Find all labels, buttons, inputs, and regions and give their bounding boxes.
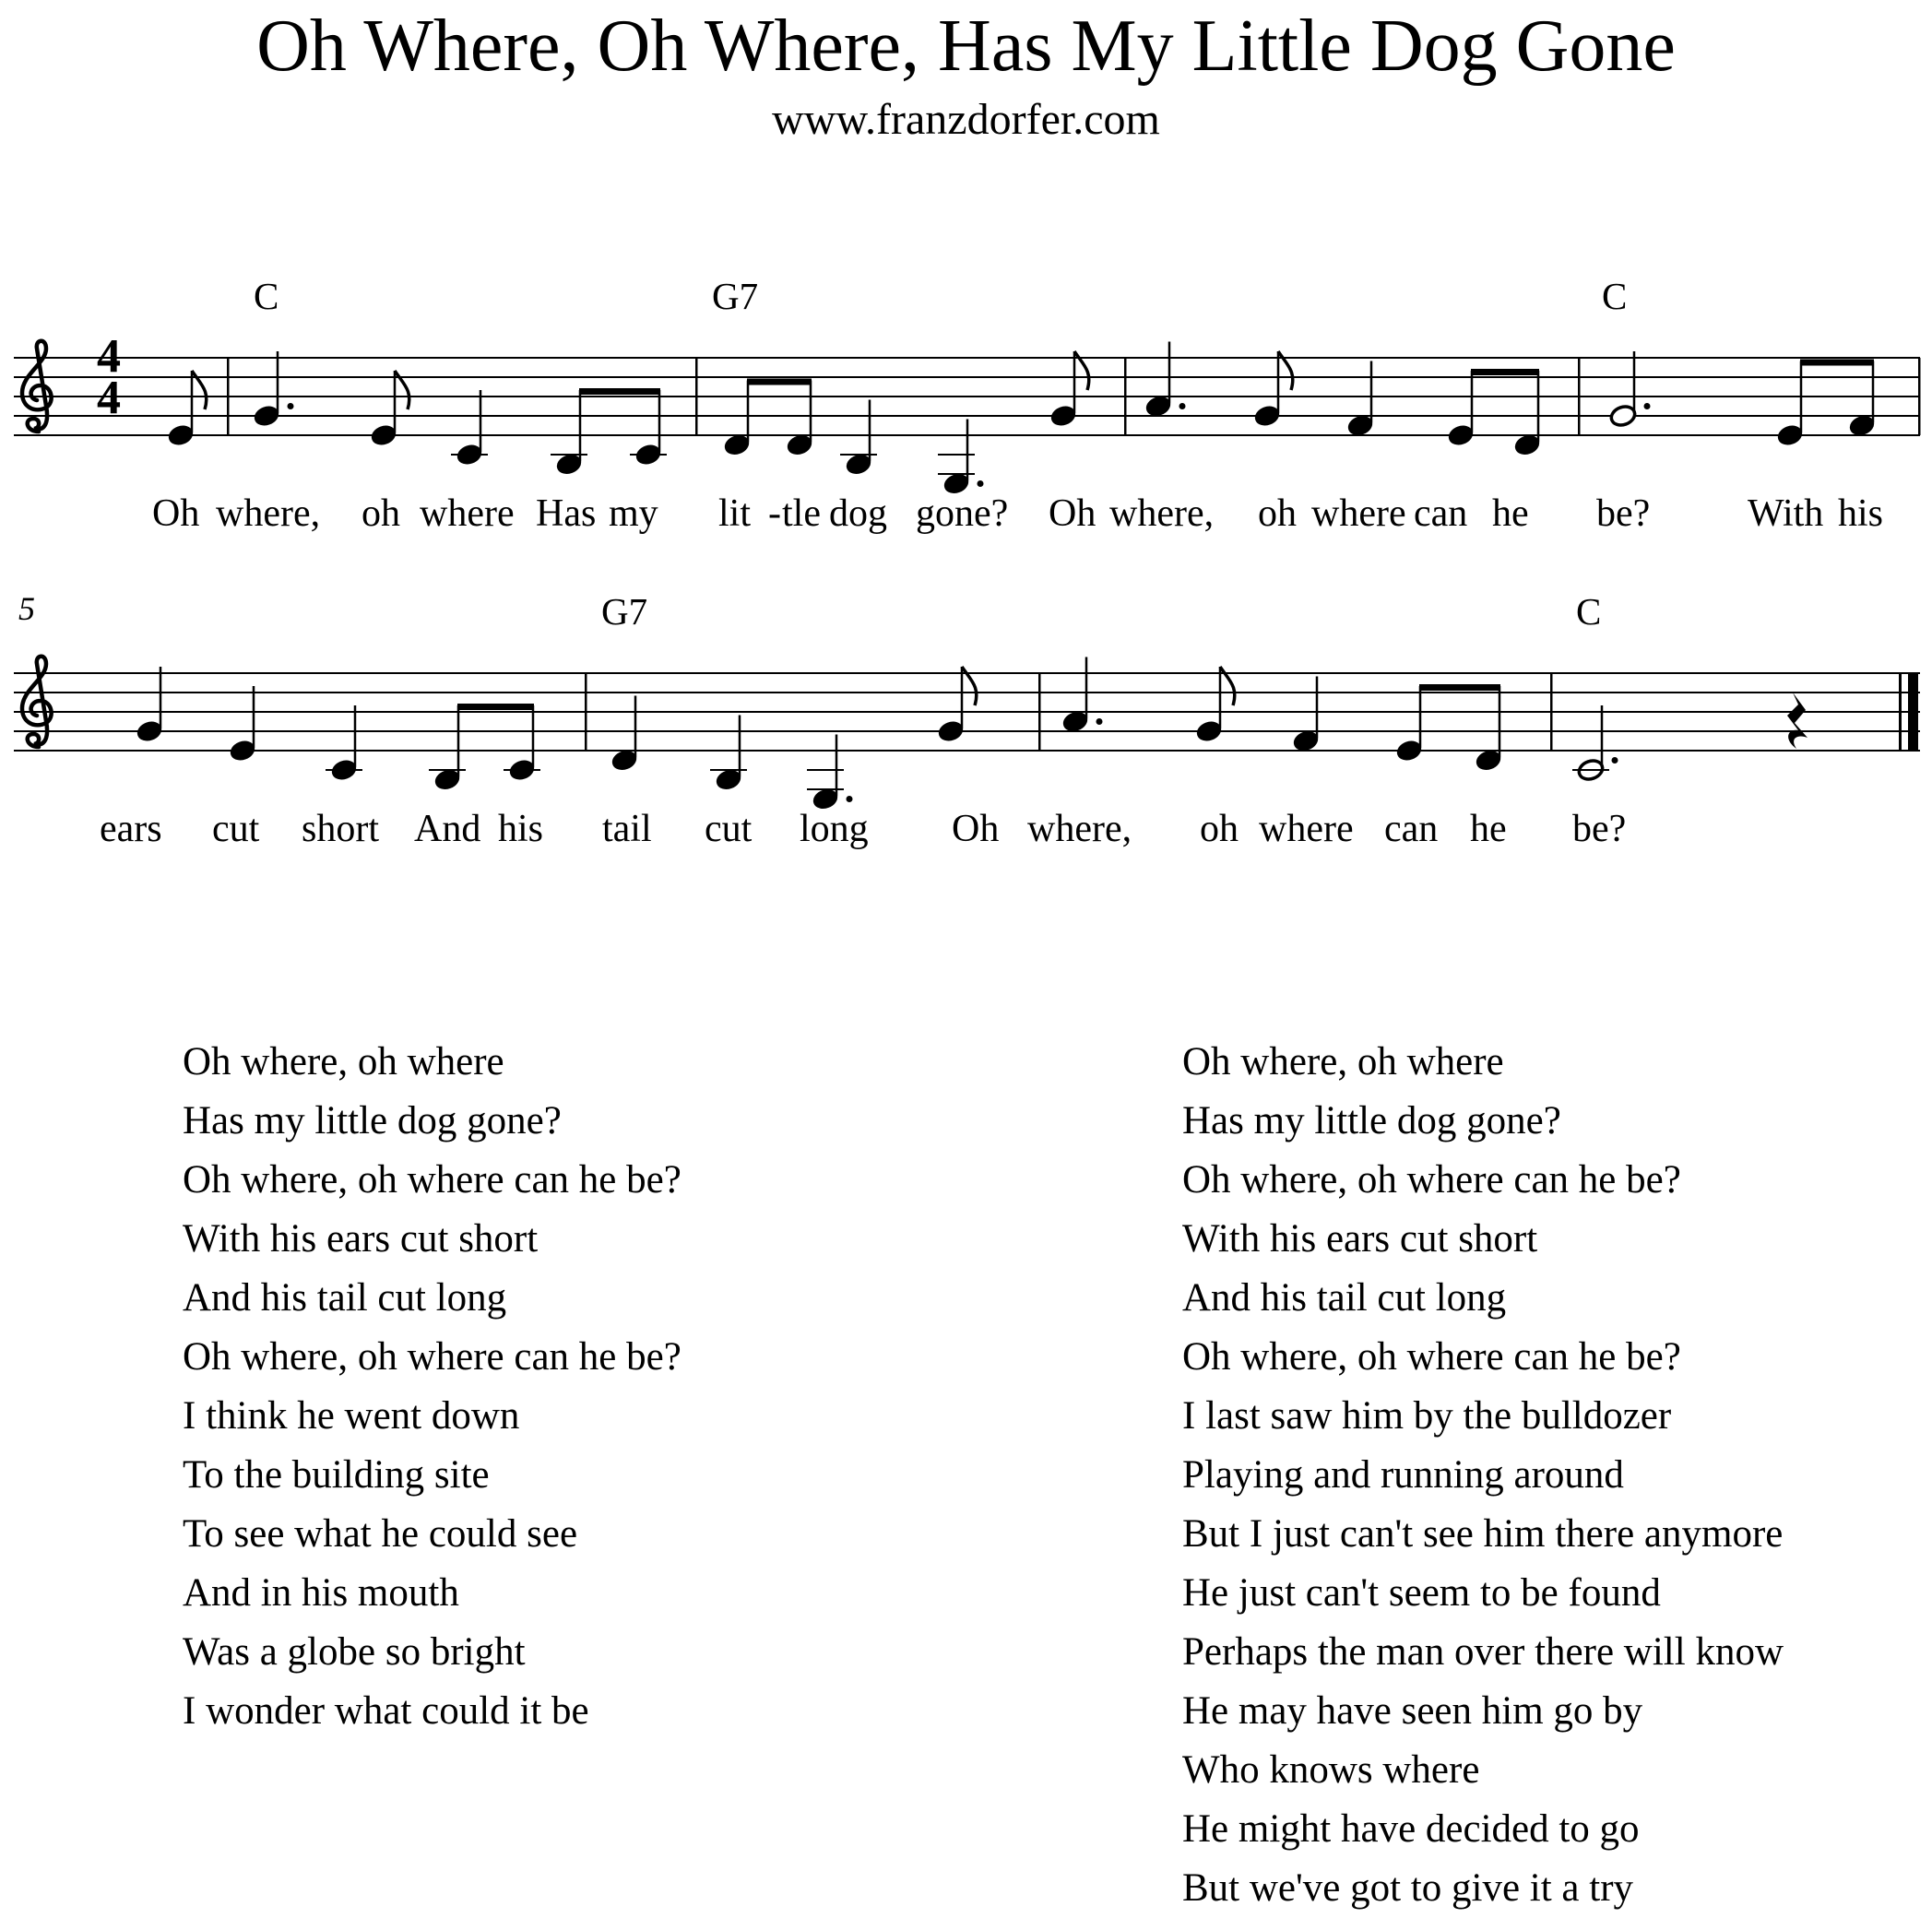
lyric-syllable: where, <box>216 492 321 535</box>
staff-2 <box>14 590 1920 751</box>
verse-line: Has my little dog gone? <box>1182 1099 1561 1143</box>
chord-symbol: G7 <box>601 590 648 633</box>
verse-line: To the building site <box>183 1453 490 1497</box>
bar-line <box>1908 673 1918 751</box>
verse-line: Playing and running around <box>1182 1453 1624 1497</box>
verse-line: And in his mouth <box>183 1571 459 1615</box>
lyric-syllable: his <box>498 808 544 850</box>
note-dot <box>1096 718 1103 725</box>
chord-symbol: C <box>1576 590 1602 633</box>
lyric-syllable: cut <box>705 808 753 850</box>
treble-clef-icon <box>22 341 52 432</box>
lyric-syllable: Oh <box>152 492 200 535</box>
verse-line: But I just can't see him there anymore <box>1182 1512 1784 1556</box>
lyric-syllable: he <box>1470 808 1507 850</box>
verse-line: He may have seen him go by <box>1182 1689 1643 1733</box>
bar-line <box>1550 673 1553 751</box>
verse-line: And his tail cut long <box>183 1276 507 1320</box>
verse-column-right <box>1182 1033 1784 1918</box>
lyric-syllable: my <box>609 492 658 535</box>
verse-line: But we've got to give it a try <box>1182 1866 1634 1910</box>
verse-line: Oh where, oh where can he be? <box>1182 1158 1681 1202</box>
lyric-syllable: his <box>1838 492 1884 535</box>
lyric-syllable: - <box>768 492 781 535</box>
lyric-syllable: where <box>1311 492 1406 535</box>
verse-line: Oh where, oh where <box>1182 1040 1504 1083</box>
website-url: www.franzdorfer.com <box>772 95 1160 144</box>
lyric-syllable: tle <box>782 492 821 535</box>
note-dot <box>1179 403 1186 409</box>
lyric-syllable: oh <box>1200 808 1239 850</box>
time-sig-top: 4 <box>97 330 121 383</box>
verse-line: Who knows where <box>1182 1748 1480 1792</box>
measure-number: 5 <box>18 590 35 627</box>
beam <box>747 379 812 385</box>
lyric-syllable: With <box>1748 492 1824 535</box>
bar-line <box>1918 358 1921 435</box>
lyric-syllable: can <box>1384 808 1439 850</box>
verse-line: Oh where, oh where can he be? <box>183 1335 682 1379</box>
verse-line: I wonder what could it be <box>183 1689 589 1733</box>
song-title: Oh Where, Oh Where, Has My Little Dog Gone <box>256 6 1676 87</box>
lyric-syllable: gone? <box>916 492 1009 535</box>
verse-line: With his ears cut short <box>183 1217 539 1261</box>
verse-line: He just can't seem to be found <box>1182 1571 1661 1615</box>
lyric-syllable: be? <box>1596 492 1651 535</box>
lyric-syllable: short <box>302 808 379 850</box>
verse-line: And his tail cut long <box>1182 1276 1507 1320</box>
lyric-syllable: Oh <box>1049 492 1096 535</box>
chord-symbol: C <box>1602 275 1628 317</box>
beam <box>457 704 534 710</box>
lyric-syllable: where <box>420 492 515 535</box>
lyric-syllable: ears <box>100 808 162 850</box>
chord-symbol: G7 <box>712 275 759 317</box>
lyric-syllable: dog <box>829 492 887 535</box>
quarter-rest <box>1787 693 1808 749</box>
lyric-syllable: where <box>1259 808 1354 850</box>
beam <box>1471 369 1539 375</box>
note-dot <box>288 403 294 409</box>
note-dot <box>1644 403 1651 409</box>
bar-line <box>585 673 587 751</box>
lyrics-line-2 <box>100 808 1626 850</box>
note-dot <box>1612 757 1618 764</box>
lyric-syllable: oh <box>1258 492 1297 535</box>
time-sig-bottom: 4 <box>97 372 121 424</box>
verse-column-left <box>183 1033 682 1741</box>
lyric-syllable: long <box>800 808 869 850</box>
note-dot <box>978 480 984 487</box>
lyric-syllable: where, <box>1109 492 1215 535</box>
bar-line <box>1578 358 1581 435</box>
bar-line <box>1124 358 1127 435</box>
verse-line: Perhaps the man over there will know <box>1182 1630 1784 1674</box>
notes <box>136 342 1921 811</box>
note-dot <box>847 796 853 802</box>
lyric-syllable: tail <box>602 808 652 850</box>
beam <box>579 388 660 395</box>
verse-line: I think he went down <box>183 1394 520 1438</box>
lyric-syllable: cut <box>212 808 260 850</box>
lyric-syllable: Oh <box>952 808 1000 850</box>
bar-line <box>227 358 230 435</box>
lyric-syllable: Has <box>536 492 597 535</box>
lyric-syllable: be? <box>1572 808 1627 850</box>
bar-line <box>1899 673 1902 751</box>
lyric-syllable: And <box>414 808 481 850</box>
lyric-syllable: oh <box>362 492 400 535</box>
verse-line: Was a globe so bright <box>183 1630 526 1674</box>
lyric-syllable: he <box>1492 492 1529 535</box>
verse-line: I last saw him by the bulldozer <box>1182 1394 1672 1438</box>
beam <box>1800 360 1874 366</box>
verse-line: He might have decided to go <box>1182 1807 1640 1851</box>
verse-line: Has my little dog gone? <box>183 1099 562 1143</box>
verse-line: Oh where, oh where can he be? <box>183 1158 682 1202</box>
bar-line <box>1038 673 1041 751</box>
lyrics-line-1 <box>152 492 1883 535</box>
sheet-music <box>0 0 1932 885</box>
lyric-syllable: lit <box>718 492 752 535</box>
verse-line: Oh where, oh where <box>183 1040 504 1083</box>
verse-line: To see what he could see <box>183 1512 578 1556</box>
verse-line: With his ears cut short <box>1182 1217 1538 1261</box>
chord-symbol: C <box>254 275 279 317</box>
verse-line: Oh where, oh where can he be? <box>1182 1335 1681 1379</box>
lyric-syllable: can <box>1414 492 1468 535</box>
treble-clef-icon <box>22 657 52 747</box>
bar-line <box>695 358 698 435</box>
beam <box>1419 684 1500 691</box>
lyric-syllable: where, <box>1027 808 1132 850</box>
